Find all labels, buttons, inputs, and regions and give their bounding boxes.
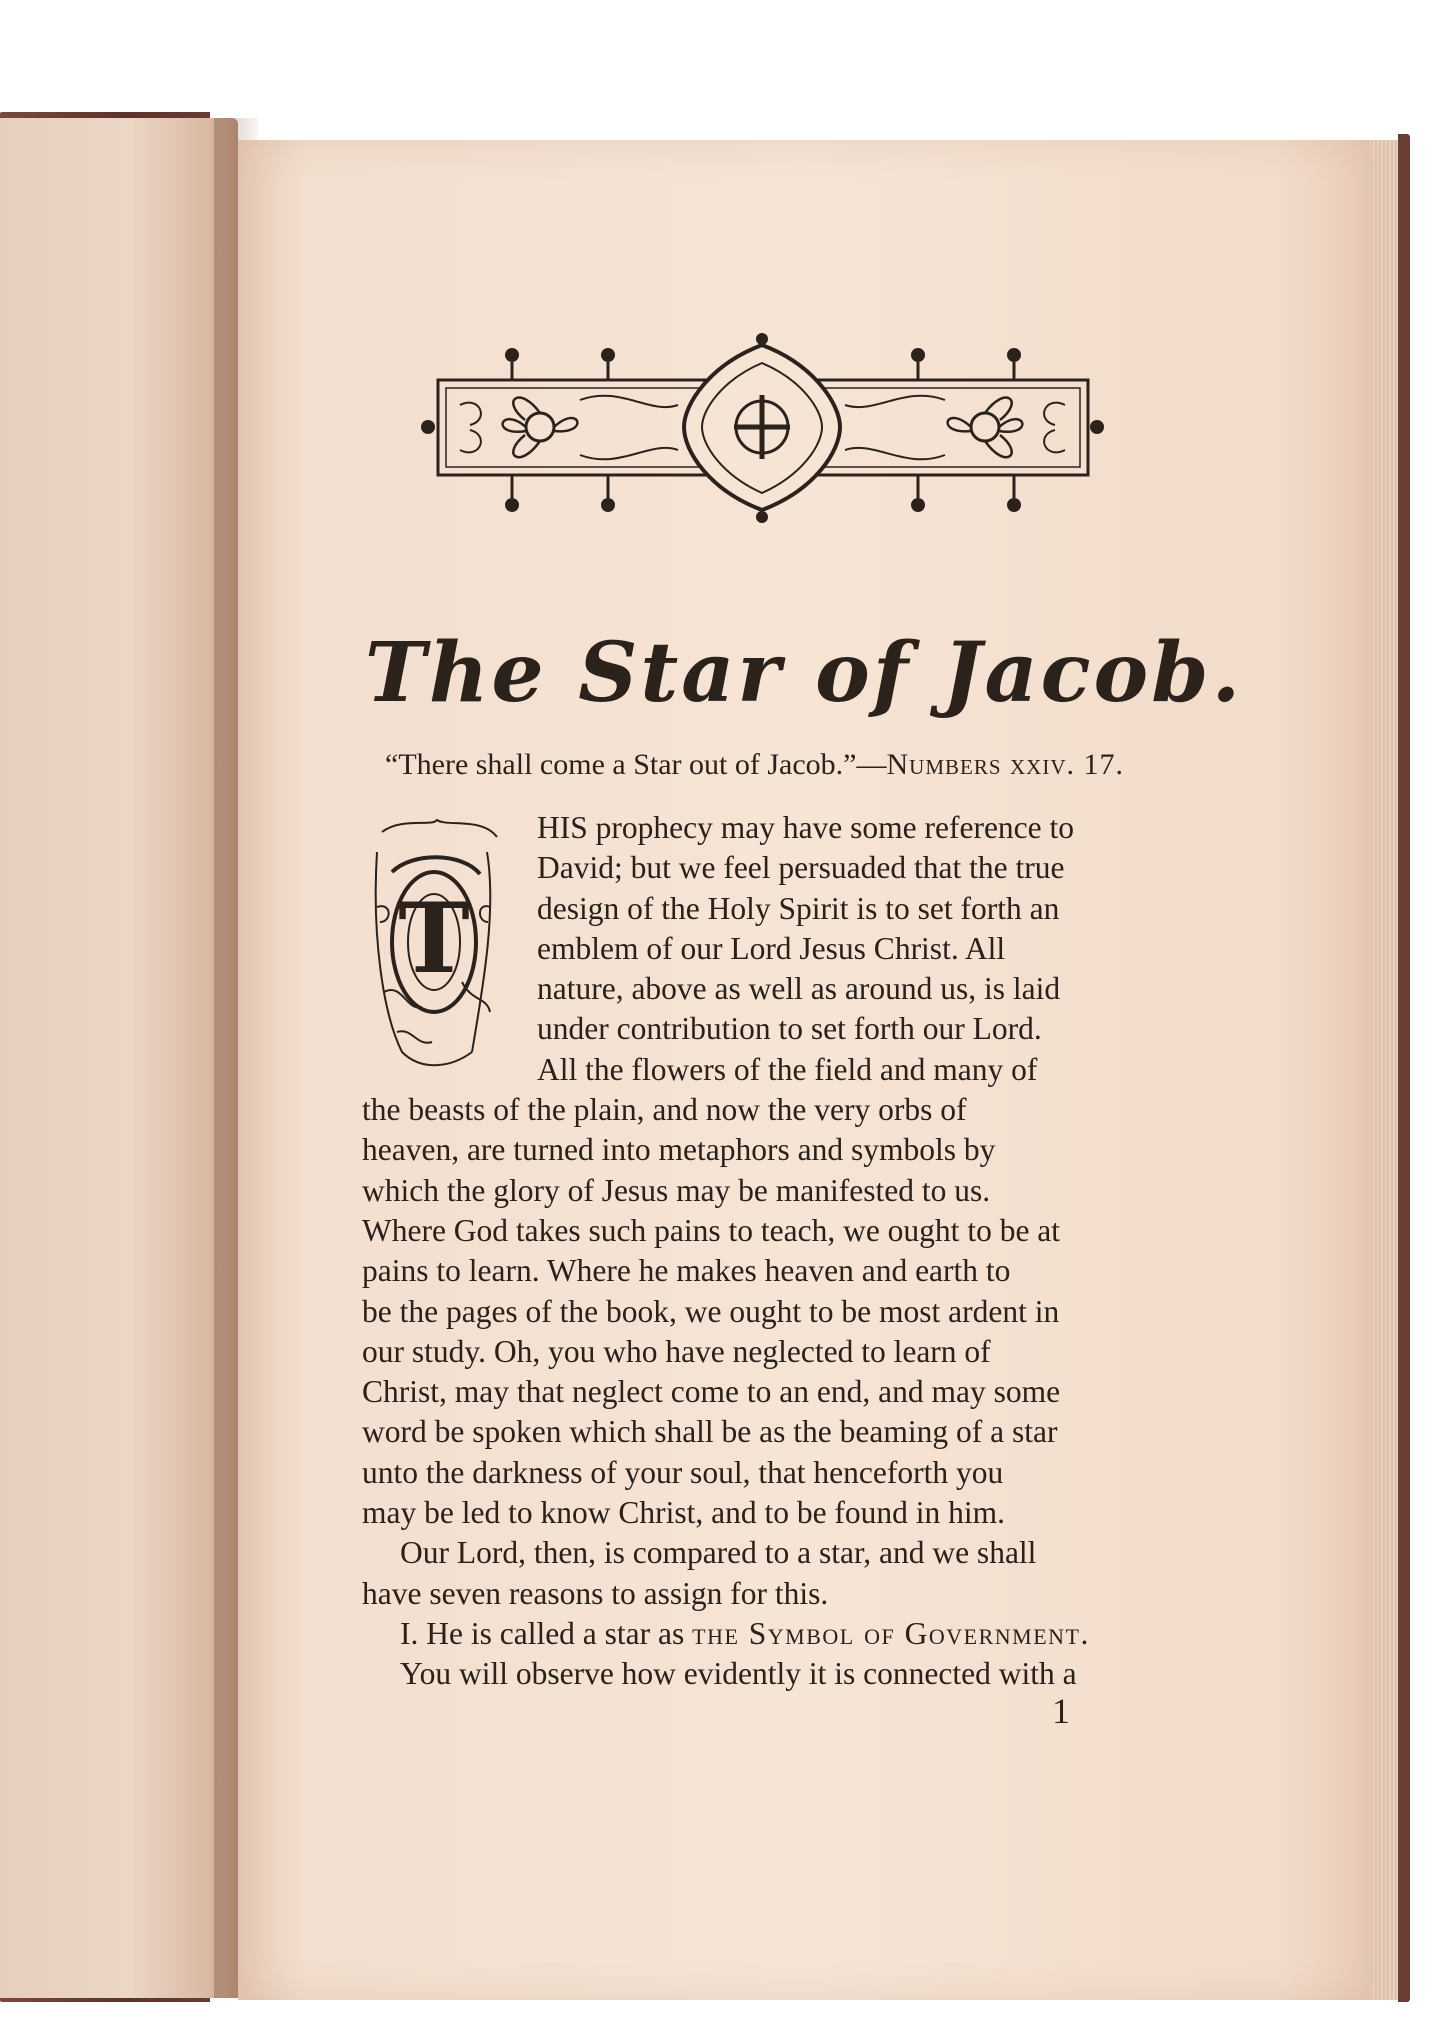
text-line: Our Lord, then, is compared to a star, and we shall: [400, 1535, 1037, 1571]
text-line: the beasts of the plain, and now the very orbs of: [362, 1092, 967, 1128]
text-line: nature, above as well as around us, is laid: [537, 971, 1061, 1007]
epigraph-source: Numbers xxiv. 17.: [886, 748, 1124, 781]
text-line: be the pages of the book, we ought to be most ardent in: [362, 1293, 1060, 1329]
text-line: heaven, are turned into metaphors and symbols by: [362, 1132, 996, 1168]
heading-smallcaps: the Symbol of Government.: [692, 1615, 1090, 1651]
page-number: 1: [1052, 1691, 1070, 1731]
text-line: which the glory of Jesus may be manifested to us.: [362, 1172, 991, 1208]
text-line: may be led to know Christ, and to be found in him.: [362, 1495, 1006, 1531]
text-line: [362, 1614, 1174, 1654]
text-line: pains to learn. Where he makes heaven and earth to: [362, 1253, 1011, 1289]
epigraph-quote: “There shall come a Star out of Jacob.”—: [385, 748, 887, 781]
text-line: unto the darkness of your soul, that henceforth you: [362, 1454, 1004, 1490]
back-cover-edge: [1398, 134, 1410, 2002]
text-line: have seven reasons to assign for this.: [362, 1575, 829, 1611]
dropcap-letter: T: [398, 882, 470, 995]
left-page: [0, 118, 238, 1998]
text-line: our study. Oh, you who have neglected to learn of: [362, 1333, 991, 1369]
heading-prefix: I. He is called a star as: [400, 1615, 693, 1651]
text-line: You will observe how evidently it is connected with a: [400, 1656, 1077, 1692]
text-line: David; but we feel persuaded that the true: [537, 850, 1065, 886]
text-line: Christ, may that neglect come to an end, and may some: [362, 1374, 1061, 1410]
text-line: Where God takes such pains to teach, we ought to be at: [362, 1212, 1061, 1248]
text-line: All the flowers of the field and many of: [537, 1051, 1038, 1087]
page-block-edge: [1370, 140, 1400, 2000]
body-text: [362, 808, 1174, 1695]
chapter-title: The Star of Jacob.: [364, 625, 1244, 721]
text-line: design of the Holy Spirit is to set forth an: [537, 890, 1060, 926]
text-line: under contribution to set forth our Lord.: [537, 1011, 1042, 1047]
text-line: word be spoken which shall be as the beaming of a star: [362, 1414, 1058, 1450]
text-line: emblem of our Lord Jesus Christ. All: [537, 930, 1006, 966]
header-ornament: [420, 325, 1105, 525]
text-line: HIS prophecy may have some reference to: [537, 810, 1075, 845]
epigraph: [385, 748, 1185, 782]
